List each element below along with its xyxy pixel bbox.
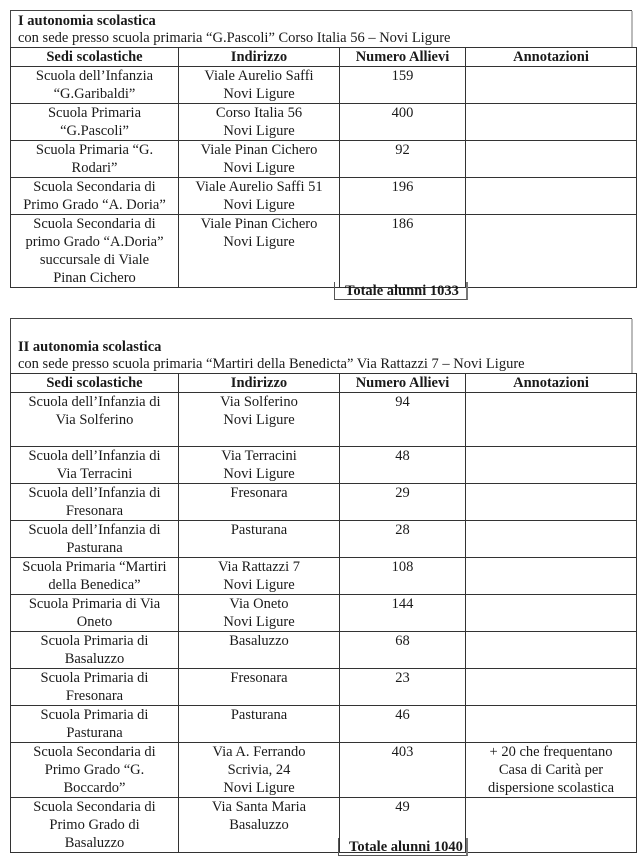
cell-annotazioni-line: dispersione scolastica xyxy=(487,780,615,796)
cell-indirizzo xyxy=(179,215,340,288)
cell-allievi-line: 46 xyxy=(395,707,410,723)
cell-allievi-line: 108 xyxy=(391,559,414,575)
table-row xyxy=(11,798,637,853)
cell-annotazioni xyxy=(466,104,637,141)
cell-allievi-line: 28 xyxy=(395,522,410,538)
cell-indirizzo xyxy=(179,484,340,521)
cell-allievi xyxy=(340,558,466,595)
cell-sede-line: della Benedica” xyxy=(48,577,141,593)
cell-sede-line: Scuola Primaria di xyxy=(40,670,149,686)
cell-indirizzo-line: Viale Aurelio Saffi xyxy=(204,68,314,84)
cell-indirizzo xyxy=(179,447,340,484)
cell-sede-line: Via Solferino xyxy=(55,412,134,428)
cell-sede xyxy=(11,104,179,141)
cell-annotazioni xyxy=(466,743,637,798)
cell-sede-line: “G.Pascoli” xyxy=(60,123,129,139)
table-row xyxy=(11,743,637,798)
cell-indirizzo-line: Viale Aurelio Saffi 51 xyxy=(195,179,323,195)
cell-indirizzo xyxy=(179,521,340,558)
cell-indirizzo xyxy=(179,104,340,141)
cell-sede xyxy=(11,669,179,706)
cell-indirizzo xyxy=(179,743,340,798)
cell-sede-line: Pasturana xyxy=(66,540,123,556)
cell-annotazioni xyxy=(466,178,637,215)
cell-sede xyxy=(11,178,179,215)
cell-allievi-line: 48 xyxy=(395,448,410,464)
cell-annotazioni xyxy=(466,669,637,706)
cell-annotazioni xyxy=(466,67,637,104)
cell-indirizzo-line: Scrivia, 24 xyxy=(227,762,291,778)
cell-annotazioni xyxy=(466,521,637,558)
cell-indirizzo-line: Via Santa Maria xyxy=(211,799,307,815)
cell-sede-line: Scuola Primaria di Via xyxy=(28,596,161,612)
cell-indirizzo-line: Via Terracini xyxy=(221,448,297,464)
cell-sede-line: Scuola Secondaria di xyxy=(33,179,156,195)
section-header xyxy=(10,318,632,373)
cell-allievi-line: 49 xyxy=(395,799,410,815)
cell-allievi-line: 68 xyxy=(395,633,410,649)
cell-allievi xyxy=(340,632,466,669)
cell-sede xyxy=(11,632,179,669)
cell-sede xyxy=(11,393,179,447)
cell-indirizzo-line: Novi Ligure xyxy=(223,614,295,630)
table-header-row xyxy=(11,374,637,393)
cell-allievi xyxy=(340,595,466,632)
cell-allievi xyxy=(340,141,466,178)
table-row xyxy=(11,178,637,215)
cell-indirizzo xyxy=(179,632,340,669)
cell-annotazioni xyxy=(466,141,637,178)
cell-indirizzo-line: Basaluzzo xyxy=(229,633,289,649)
cell-sede-line: Scuola Secondaria di xyxy=(33,744,156,760)
cell-indirizzo-line: Pasturana xyxy=(230,522,288,538)
table-row xyxy=(11,632,637,669)
total-students: Totale alunni 1033 xyxy=(334,282,468,300)
table-row xyxy=(11,104,637,141)
cell-indirizzo-line: Viale Pinan Cichero xyxy=(200,216,318,232)
cell-sede-line: Scuola dell’Infanzia di xyxy=(28,448,161,464)
cell-annotazioni xyxy=(466,484,637,521)
table-body xyxy=(11,67,637,288)
table-row xyxy=(11,393,637,447)
cell-sede-line: Pinan Cichero xyxy=(53,270,136,286)
cell-sede-line: Basaluzzo xyxy=(64,835,125,851)
cell-allievi-line: 29 xyxy=(395,485,410,501)
cell-sede-line: Scuola Primaria di xyxy=(40,707,149,723)
column-header-annotazioni: Annotazioni xyxy=(466,48,637,67)
cell-indirizzo-line: Pasturana xyxy=(230,707,288,723)
cell-sede-line: Scuola dell’Infanzia xyxy=(35,68,154,84)
table-row xyxy=(11,669,637,706)
column-header-allievi: Numero Allievi xyxy=(340,48,466,67)
column-header-sedi: Sedi scolastiche xyxy=(11,374,179,393)
cell-allievi xyxy=(340,706,466,743)
table-row xyxy=(11,521,637,558)
cell-sede-line: primo Grado “A.Doria” xyxy=(25,234,164,250)
cell-sede-line: Scuola dell’Infanzia di xyxy=(28,394,161,410)
cell-indirizzo-line: Novi Ligure xyxy=(223,123,295,139)
cell-indirizzo-line: Via Rattazzi 7 xyxy=(217,559,301,575)
cell-allievi-line: 23 xyxy=(395,670,410,686)
cell-allievi xyxy=(340,669,466,706)
column-header-allievi: Numero Allievi xyxy=(340,374,466,393)
total-students: Totale alunni 1040 xyxy=(338,838,468,856)
cell-indirizzo xyxy=(179,393,340,447)
schools-table xyxy=(10,373,637,853)
cell-indirizzo xyxy=(179,67,340,104)
section-header xyxy=(10,10,632,47)
cell-sede-line: Fresonara xyxy=(65,688,124,704)
cell-sede-line: Boccardo” xyxy=(63,780,126,796)
cell-annotazioni xyxy=(466,215,637,288)
cell-indirizzo-line: Novi Ligure xyxy=(223,197,295,213)
cell-sede xyxy=(11,558,179,595)
cell-allievi xyxy=(340,67,466,104)
cell-allievi-line: 94 xyxy=(395,394,410,410)
cell-sede-line: Fresonara xyxy=(65,503,124,519)
cell-allievi-line: 159 xyxy=(391,68,414,84)
cell-allievi-line: 186 xyxy=(391,216,414,232)
cell-sede xyxy=(11,743,179,798)
cell-annotazioni xyxy=(466,798,637,853)
cell-sede xyxy=(11,67,179,104)
section-autonomia-1 xyxy=(10,10,636,288)
cell-annotazioni xyxy=(466,558,637,595)
cell-allievi xyxy=(340,393,466,447)
table-row xyxy=(11,67,637,104)
cell-sede-line: Primo Grado di xyxy=(49,817,140,833)
schools-table xyxy=(10,47,637,288)
cell-indirizzo-line: Corso Italia 56 xyxy=(215,105,303,121)
cell-sede xyxy=(11,484,179,521)
cell-indirizzo xyxy=(179,595,340,632)
cell-sede xyxy=(11,706,179,743)
table-row xyxy=(11,706,637,743)
cell-indirizzo-line: Novi Ligure xyxy=(223,86,295,102)
cell-indirizzo xyxy=(179,669,340,706)
cell-annotazioni xyxy=(466,595,637,632)
table-header-row xyxy=(11,48,637,67)
cell-indirizzo xyxy=(179,798,340,853)
cell-annotazioni xyxy=(466,447,637,484)
cell-indirizzo-line: Via Solferino xyxy=(220,394,298,410)
cell-allievi xyxy=(340,104,466,141)
cell-sede-line: Primo Grado “A. Doria” xyxy=(23,197,166,213)
cell-sede-line: Rodari” xyxy=(71,160,118,176)
cell-sede-line: Scuola dell’Infanzia di xyxy=(28,485,161,501)
section-subtitle: con sede presso scuola primaria “G.Pascoli” Corso Italia 56 – Novi Ligure xyxy=(18,30,451,46)
cell-allievi xyxy=(340,215,466,288)
section-title: I autonomia scolastica xyxy=(18,13,156,29)
cell-sede-line: Scuola dell’Infanzia di xyxy=(28,522,161,538)
cell-allievi xyxy=(340,743,466,798)
cell-sede-line: Scuola Primaria xyxy=(47,105,142,121)
cell-annotazioni xyxy=(466,632,637,669)
cell-allievi xyxy=(340,447,466,484)
cell-sede-line: Primo Grado “G. xyxy=(44,762,145,778)
cell-sede-line: Scuola Secondaria di xyxy=(33,799,156,815)
cell-allievi-line: 144 xyxy=(391,596,414,612)
cell-sede xyxy=(11,215,179,288)
cell-sede-line: Via Terracini xyxy=(56,466,133,482)
cell-indirizzo-line: Novi Ligure xyxy=(223,577,295,593)
cell-indirizzo-line: Via Oneto xyxy=(229,596,289,612)
cell-sede xyxy=(11,798,179,853)
cell-annotazioni-line: Casa di Carità per xyxy=(498,762,604,778)
cell-indirizzo-line: Novi Ligure xyxy=(223,160,295,176)
cell-allievi-line: 400 xyxy=(391,105,414,121)
cell-indirizzo-line: Viale Pinan Cichero xyxy=(200,142,318,158)
cell-sede-line: Scuola Primaria di xyxy=(40,633,149,649)
column-header-indirizzo: Indirizzo xyxy=(179,374,340,393)
section-autonomia-2 xyxy=(10,318,636,853)
table-row xyxy=(11,558,637,595)
cell-annotazioni xyxy=(466,393,637,447)
cell-indirizzo-line: Via A. Ferrando xyxy=(212,744,306,760)
section-subtitle: con sede presso scuola primaria “Martiri della Benedicta” Via Rattazzi 7 – Novi Ligure xyxy=(18,356,525,372)
cell-allievi xyxy=(340,484,466,521)
table-row xyxy=(11,484,637,521)
table-row xyxy=(11,447,637,484)
cell-sede-line: Scuola Secondaria di xyxy=(33,216,156,232)
cell-sede xyxy=(11,595,179,632)
cell-sede-line: Scuola Primaria “Martiri xyxy=(22,559,167,575)
cell-sede-line: Oneto xyxy=(76,614,113,630)
cell-annotazioni xyxy=(466,706,637,743)
cell-indirizzo xyxy=(179,178,340,215)
cell-indirizzo-line: Novi Ligure xyxy=(223,412,295,428)
cell-indirizzo-line: Novi Ligure xyxy=(223,780,295,796)
cell-indirizzo-line: Fresonara xyxy=(230,485,288,501)
table-body xyxy=(11,393,637,853)
cell-annotazioni-line: + 20 che frequentano xyxy=(489,744,613,760)
cell-sede-line: Pasturana xyxy=(66,725,123,741)
section-title: II autonomia scolastica xyxy=(18,339,162,355)
cell-indirizzo-line: Basaluzzo xyxy=(229,817,289,833)
cell-allievi-line: 196 xyxy=(391,179,414,195)
cell-indirizzo xyxy=(179,706,340,743)
cell-sede-line: Basaluzzo xyxy=(64,651,125,667)
cell-sede-line: Scuola Primaria “G. xyxy=(35,142,154,158)
table-row xyxy=(11,141,637,178)
cell-allievi xyxy=(340,178,466,215)
column-header-indirizzo: Indirizzo xyxy=(179,48,340,67)
column-header-sedi: Sedi scolastiche xyxy=(11,48,179,67)
cell-allievi-line: 92 xyxy=(395,142,410,158)
cell-indirizzo xyxy=(179,141,340,178)
table-row xyxy=(11,215,637,288)
cell-allievi xyxy=(340,521,466,558)
cell-sede xyxy=(11,447,179,484)
column-header-annotazioni: Annotazioni xyxy=(466,374,637,393)
cell-sede xyxy=(11,521,179,558)
cell-indirizzo-line: Fresonara xyxy=(230,670,288,686)
cell-sede xyxy=(11,141,179,178)
cell-allievi-line: 403 xyxy=(391,744,414,760)
table-row xyxy=(11,595,637,632)
cell-indirizzo xyxy=(179,558,340,595)
cell-indirizzo-line: Novi Ligure xyxy=(223,234,295,250)
cell-sede-line: “G.Garibaldi” xyxy=(53,86,136,102)
cell-indirizzo-line: Novi Ligure xyxy=(223,466,295,482)
cell-sede-line: succursale di Viale xyxy=(39,252,150,268)
